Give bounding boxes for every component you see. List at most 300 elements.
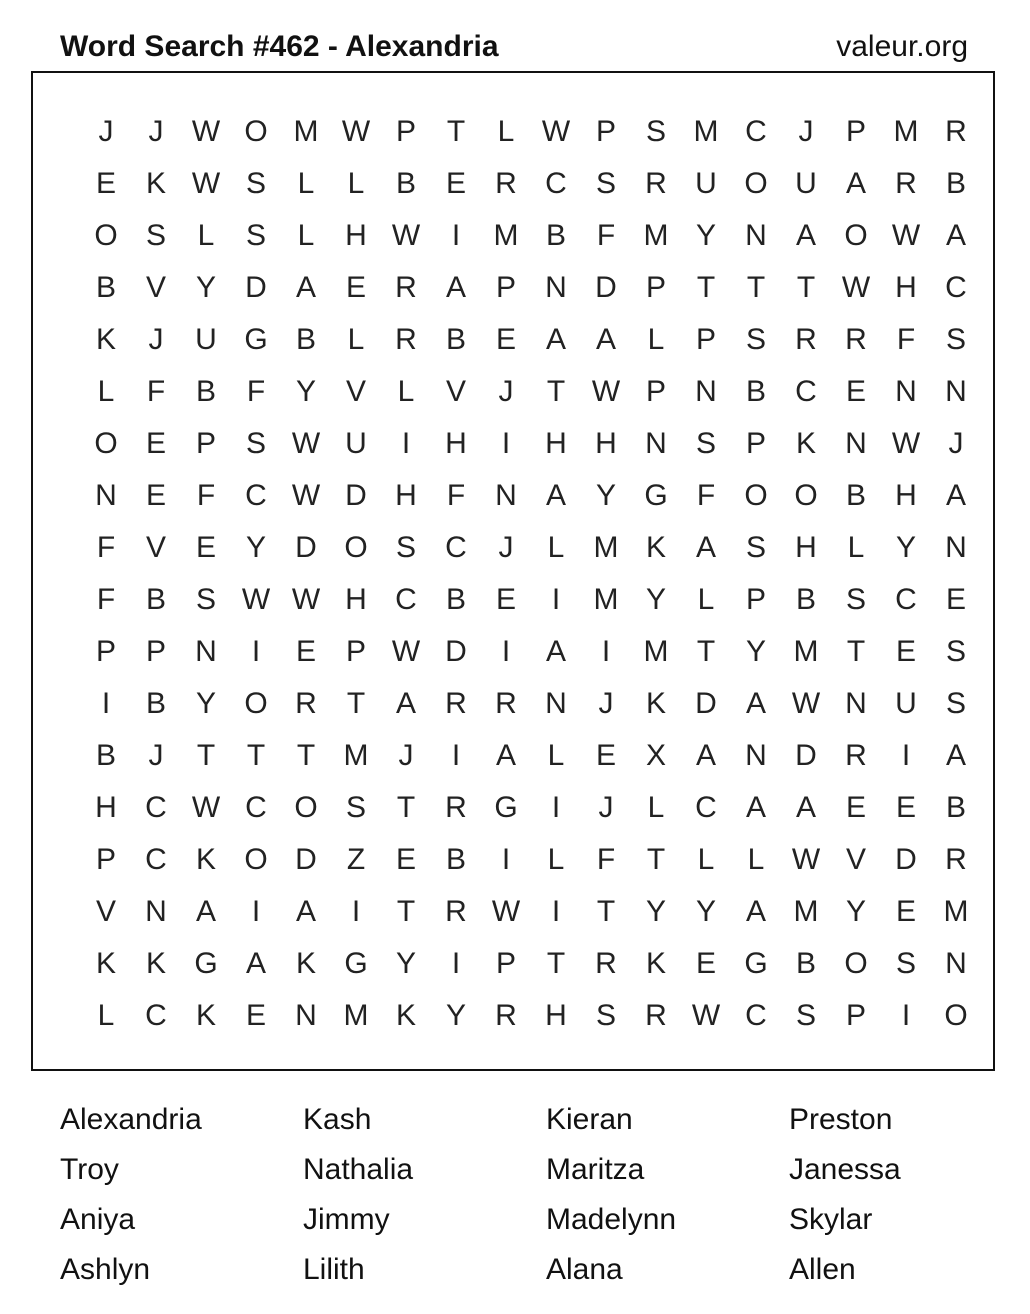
grid-cell[interactable]: O xyxy=(844,219,868,252)
grid-cell[interactable]: T xyxy=(746,271,766,304)
grid-cell[interactable]: E xyxy=(895,635,916,668)
grid-cell[interactable]: B xyxy=(295,323,316,356)
grid-cell[interactable]: R xyxy=(445,895,467,928)
grid-cell[interactable]: B xyxy=(95,739,116,772)
grid-cell[interactable]: R xyxy=(845,739,867,772)
grid-cell[interactable]: A xyxy=(745,895,766,928)
grid-cell[interactable]: M xyxy=(493,219,519,252)
grid-cell[interactable]: Y xyxy=(295,375,316,408)
grid-cell[interactable]: N xyxy=(645,427,667,460)
grid-cell[interactable]: N xyxy=(495,479,517,512)
grid-cell[interactable]: K xyxy=(195,999,216,1032)
grid-cell[interactable]: E xyxy=(195,531,216,564)
grid-cell[interactable]: N xyxy=(95,479,117,512)
grid-cell[interactable]: B xyxy=(745,375,766,408)
grid-cell[interactable]: H xyxy=(345,583,367,616)
grid-cell[interactable]: H xyxy=(895,271,917,304)
grid-cell[interactable]: Y xyxy=(745,635,766,668)
grid-cell[interactable]: A xyxy=(945,219,966,252)
grid-cell[interactable]: C xyxy=(145,791,167,824)
grid-cell[interactable]: T xyxy=(396,895,416,928)
grid-cell[interactable]: T xyxy=(846,635,866,668)
grid-cell[interactable]: K xyxy=(195,843,216,876)
grid-cell[interactable]: F xyxy=(146,375,166,408)
grid-cell[interactable]: I xyxy=(901,999,911,1032)
grid-cell[interactable]: D xyxy=(295,531,317,564)
grid-cell[interactable]: T xyxy=(546,375,566,408)
grid-cell[interactable]: P xyxy=(645,375,666,408)
grid-cell[interactable]: C xyxy=(745,999,767,1032)
grid-cell[interactable]: M xyxy=(793,895,819,928)
grid-cell[interactable]: O xyxy=(944,999,968,1032)
grid-cell[interactable]: H xyxy=(595,427,617,460)
grid-cell[interactable]: S xyxy=(145,219,166,252)
grid-cell[interactable]: E xyxy=(245,999,266,1032)
grid-cell[interactable]: L xyxy=(547,843,565,876)
grid-cell[interactable]: L xyxy=(497,115,515,148)
grid-cell[interactable]: F xyxy=(446,479,466,512)
grid-cell[interactable]: M xyxy=(943,895,969,928)
grid-cell[interactable]: D xyxy=(895,843,917,876)
grid-cell[interactable]: T xyxy=(296,739,316,772)
grid-cell[interactable]: A xyxy=(545,479,566,512)
grid-cell[interactable]: E xyxy=(895,791,916,824)
grid-cell[interactable]: E xyxy=(945,583,966,616)
grid-cell[interactable]: V xyxy=(145,531,166,564)
grid-cell[interactable]: W xyxy=(291,479,321,512)
grid-cell[interactable]: T xyxy=(546,947,566,980)
grid-cell[interactable]: J xyxy=(798,115,814,148)
grid-cell[interactable]: J xyxy=(148,115,164,148)
grid-cell[interactable]: N xyxy=(295,999,317,1032)
grid-cell[interactable]: F xyxy=(96,531,116,564)
grid-cell[interactable]: J xyxy=(598,791,614,824)
grid-cell[interactable]: I xyxy=(401,427,411,460)
grid-cell[interactable]: I xyxy=(451,739,461,772)
grid-cell[interactable]: N xyxy=(195,635,217,668)
grid-cell[interactable]: E xyxy=(495,583,516,616)
grid-cell[interactable]: T xyxy=(696,271,716,304)
grid-cell[interactable]: P xyxy=(145,635,166,668)
grid-cell[interactable]: O xyxy=(744,479,768,512)
grid-cell[interactable]: C xyxy=(745,115,767,148)
grid-cell[interactable]: D xyxy=(595,271,617,304)
grid-cell[interactable]: D xyxy=(695,687,717,720)
grid-cell[interactable]: C xyxy=(395,583,417,616)
grid-cell[interactable]: Y xyxy=(195,687,216,720)
grid-cell[interactable]: B xyxy=(795,583,816,616)
grid-cell[interactable]: J xyxy=(598,687,614,720)
grid-cell[interactable]: G xyxy=(744,947,768,980)
grid-cell[interactable]: A xyxy=(245,947,266,980)
grid-cell[interactable]: L xyxy=(297,167,315,200)
grid-cell[interactable]: T xyxy=(796,271,816,304)
grid-cell[interactable]: E xyxy=(395,843,416,876)
grid-cell[interactable]: F xyxy=(96,583,116,616)
grid-cell[interactable]: K xyxy=(645,687,666,720)
grid-cell[interactable]: F xyxy=(596,843,616,876)
grid-cell[interactable]: R xyxy=(495,167,517,200)
grid-cell[interactable]: K xyxy=(95,323,116,356)
grid-cell[interactable]: F xyxy=(196,479,216,512)
grid-cell[interactable]: T xyxy=(646,843,666,876)
grid-cell[interactable]: R xyxy=(795,323,817,356)
grid-cell[interactable]: R xyxy=(845,323,867,356)
grid-cell[interactable]: I xyxy=(551,583,561,616)
grid-cell[interactable]: Y xyxy=(645,895,666,928)
grid-cell[interactable]: Y xyxy=(695,219,716,252)
grid-cell[interactable]: S xyxy=(895,947,916,980)
grid-cell[interactable]: C xyxy=(245,791,267,824)
grid-cell[interactable]: P xyxy=(195,427,216,460)
grid-cell[interactable]: R xyxy=(445,791,467,824)
grid-cell[interactable]: R xyxy=(495,999,517,1032)
grid-cell[interactable]: C xyxy=(895,583,917,616)
grid-cell[interactable]: N xyxy=(945,375,967,408)
grid-cell[interactable]: T xyxy=(396,791,416,824)
grid-cell[interactable]: S xyxy=(195,583,216,616)
grid-cell[interactable]: Z xyxy=(346,843,366,876)
grid-cell[interactable]: T xyxy=(196,739,216,772)
grid-cell[interactable]: E xyxy=(95,167,116,200)
grid-cell[interactable]: M xyxy=(643,635,669,668)
grid-cell[interactable]: B xyxy=(545,219,566,252)
grid-cell[interactable]: C xyxy=(945,271,967,304)
grid-cell[interactable]: W xyxy=(891,219,921,252)
grid-cell[interactable]: W xyxy=(191,167,221,200)
grid-cell[interactable]: C xyxy=(795,375,817,408)
grid-cell[interactable]: K xyxy=(145,947,166,980)
grid-cell[interactable]: I xyxy=(601,635,611,668)
grid-cell[interactable]: X xyxy=(645,739,666,772)
grid-cell[interactable]: P xyxy=(345,635,366,668)
grid-cell[interactable]: L xyxy=(347,323,365,356)
grid-cell[interactable]: L xyxy=(547,531,565,564)
grid-cell[interactable]: U xyxy=(795,167,817,200)
grid-cell[interactable]: S xyxy=(745,323,766,356)
grid-cell[interactable]: I xyxy=(251,635,261,668)
grid-cell[interactable]: T xyxy=(446,115,466,148)
grid-cell[interactable]: A xyxy=(745,687,766,720)
grid-cell[interactable]: N xyxy=(545,687,567,720)
grid-cell[interactable]: E xyxy=(445,167,466,200)
grid-cell[interactable]: W xyxy=(241,583,271,616)
grid-cell[interactable]: M xyxy=(293,115,319,148)
grid-cell[interactable]: Y xyxy=(195,271,216,304)
grid-cell[interactable]: N xyxy=(895,375,917,408)
grid-cell[interactable]: K xyxy=(395,999,416,1032)
grid-cell[interactable]: N xyxy=(945,531,967,564)
grid-cell[interactable]: L xyxy=(197,219,215,252)
grid-cell[interactable]: N xyxy=(545,271,567,304)
grid-cell[interactable]: M xyxy=(343,999,369,1032)
grid-cell[interactable]: L xyxy=(647,323,665,356)
grid-cell[interactable]: H xyxy=(795,531,817,564)
grid-cell[interactable]: O xyxy=(244,115,268,148)
grid-cell[interactable]: H xyxy=(95,791,117,824)
grid-cell[interactable]: N xyxy=(745,219,767,252)
grid-cell[interactable]: A xyxy=(745,791,766,824)
grid-cell[interactable]: R xyxy=(645,167,667,200)
grid-cell[interactable]: A xyxy=(295,271,316,304)
grid-cell[interactable]: E xyxy=(295,635,316,668)
grid-cell[interactable]: S xyxy=(945,323,966,356)
grid-cell[interactable]: I xyxy=(101,687,111,720)
grid-cell[interactable]: P xyxy=(695,323,716,356)
grid-cell[interactable]: T xyxy=(346,687,366,720)
grid-cell[interactable]: W xyxy=(841,271,871,304)
grid-cell[interactable]: B xyxy=(95,271,116,304)
grid-cell[interactable]: B xyxy=(145,583,166,616)
grid-cell[interactable]: J xyxy=(148,739,164,772)
grid-cell[interactable]: O xyxy=(244,843,268,876)
grid-cell[interactable]: J xyxy=(98,115,114,148)
grid-cell[interactable]: W xyxy=(791,687,821,720)
grid-cell[interactable]: L xyxy=(97,375,115,408)
grid-cell[interactable]: R xyxy=(895,167,917,200)
grid-cell[interactable]: A xyxy=(595,323,616,356)
grid-cell[interactable]: P xyxy=(745,427,766,460)
grid-cell[interactable]: S xyxy=(695,427,716,460)
grid-cell[interactable]: B xyxy=(145,687,166,720)
grid-cell[interactable]: L xyxy=(697,843,715,876)
grid-cell[interactable]: P xyxy=(395,115,416,148)
grid-cell[interactable]: F xyxy=(696,479,716,512)
grid-cell[interactable]: S xyxy=(245,427,266,460)
grid-cell[interactable]: S xyxy=(795,999,816,1032)
grid-cell[interactable]: A xyxy=(495,739,516,772)
grid-cell[interactable]: O xyxy=(94,427,118,460)
grid-cell[interactable]: H xyxy=(395,479,417,512)
grid-cell[interactable]: L xyxy=(347,167,365,200)
grid-cell[interactable]: K xyxy=(645,947,666,980)
grid-cell[interactable]: Y xyxy=(895,531,916,564)
grid-cell[interactable]: K xyxy=(95,947,116,980)
grid-cell[interactable]: M xyxy=(593,583,619,616)
grid-cell[interactable]: A xyxy=(395,687,416,720)
grid-cell[interactable]: Y xyxy=(245,531,266,564)
grid-cell[interactable]: H xyxy=(545,427,567,460)
grid-cell[interactable]: I xyxy=(251,895,261,928)
grid-cell[interactable]: I xyxy=(551,791,561,824)
grid-cell[interactable]: N xyxy=(845,687,867,720)
grid-cell[interactable]: P xyxy=(745,583,766,616)
grid-cell[interactable]: A xyxy=(695,531,716,564)
grid-cell[interactable]: L xyxy=(297,219,315,252)
grid-cell[interactable]: R xyxy=(495,687,517,720)
grid-cell[interactable]: G xyxy=(494,791,518,824)
grid-cell[interactable]: Y xyxy=(645,583,666,616)
grid-cell[interactable]: E xyxy=(845,791,866,824)
grid-cell[interactable]: O xyxy=(94,219,118,252)
grid-cell[interactable]: D xyxy=(245,271,267,304)
grid-cell[interactable]: J xyxy=(148,323,164,356)
grid-cell[interactable]: I xyxy=(451,219,461,252)
grid-cell[interactable]: B xyxy=(945,791,966,824)
grid-cell[interactable]: A xyxy=(795,219,816,252)
grid-cell[interactable]: A xyxy=(795,791,816,824)
grid-cell[interactable]: S xyxy=(595,167,616,200)
grid-cell[interactable]: S xyxy=(945,687,966,720)
grid-cell[interactable]: O xyxy=(744,167,768,200)
grid-cell[interactable]: K xyxy=(645,531,666,564)
grid-cell[interactable]: B xyxy=(195,375,216,408)
grid-cell[interactable]: A xyxy=(445,271,466,304)
grid-cell[interactable]: D xyxy=(795,739,817,772)
grid-cell[interactable]: A xyxy=(695,739,716,772)
grid-cell[interactable]: C xyxy=(145,843,167,876)
grid-cell[interactable]: K xyxy=(145,167,166,200)
grid-cell[interactable]: M xyxy=(893,115,919,148)
grid-cell[interactable]: U xyxy=(695,167,717,200)
grid-cell[interactable]: W xyxy=(191,115,221,148)
grid-cell[interactable]: C xyxy=(445,531,467,564)
grid-cell[interactable]: V xyxy=(445,375,466,408)
grid-cell[interactable]: L xyxy=(847,531,865,564)
grid-cell[interactable]: V xyxy=(95,895,116,928)
grid-cell[interactable]: N xyxy=(945,947,967,980)
grid-cell[interactable]: C xyxy=(145,999,167,1032)
grid-cell[interactable]: E xyxy=(345,271,366,304)
grid-cell[interactable]: S xyxy=(345,791,366,824)
grid-cell[interactable]: I xyxy=(551,895,561,928)
grid-cell[interactable]: D xyxy=(295,843,317,876)
grid-cell[interactable]: P xyxy=(95,635,116,668)
grid-cell[interactable]: J xyxy=(398,739,414,772)
grid-cell[interactable]: W xyxy=(541,115,571,148)
grid-cell[interactable]: E xyxy=(695,947,716,980)
grid-cell[interactable]: F xyxy=(896,323,916,356)
grid-cell[interactable]: E xyxy=(895,895,916,928)
grid-cell[interactable]: U xyxy=(895,687,917,720)
grid-cell[interactable]: A xyxy=(195,895,216,928)
grid-cell[interactable]: P xyxy=(845,999,866,1032)
grid-cell[interactable]: Y xyxy=(595,479,616,512)
grid-cell[interactable]: R xyxy=(295,687,317,720)
grid-cell[interactable]: L xyxy=(97,999,115,1032)
grid-cell[interactable]: E xyxy=(145,427,166,460)
grid-cell[interactable]: S xyxy=(245,167,266,200)
grid-cell[interactable]: H xyxy=(345,219,367,252)
grid-cell[interactable]: V xyxy=(345,375,366,408)
grid-cell[interactable]: P xyxy=(95,843,116,876)
grid-cell[interactable]: R xyxy=(445,687,467,720)
grid-cell[interactable]: H xyxy=(545,999,567,1032)
grid-cell[interactable]: S xyxy=(645,115,666,148)
grid-cell[interactable]: W xyxy=(341,115,371,148)
grid-cell[interactable]: D xyxy=(345,479,367,512)
grid-cell[interactable]: P xyxy=(595,115,616,148)
grid-cell[interactable]: O xyxy=(844,947,868,980)
grid-cell[interactable]: H xyxy=(895,479,917,512)
grid-cell[interactable]: N xyxy=(845,427,867,460)
grid-cell[interactable]: B xyxy=(445,843,466,876)
grid-cell[interactable]: A xyxy=(545,635,566,668)
grid-cell[interactable]: G xyxy=(194,947,218,980)
grid-cell[interactable]: N xyxy=(145,895,167,928)
grid-cell[interactable]: J xyxy=(498,375,514,408)
grid-cell[interactable]: B xyxy=(845,479,866,512)
grid-cell[interactable]: I xyxy=(451,947,461,980)
grid-cell[interactable]: J xyxy=(498,531,514,564)
grid-cell[interactable]: S xyxy=(245,219,266,252)
grid-cell[interactable]: I xyxy=(351,895,361,928)
grid-cell[interactable]: N xyxy=(695,375,717,408)
grid-cell[interactable]: C xyxy=(695,791,717,824)
grid-cell[interactable]: W xyxy=(891,427,921,460)
grid-cell[interactable]: R xyxy=(945,115,967,148)
grid-cell[interactable]: T xyxy=(246,739,266,772)
grid-cell[interactable]: G xyxy=(644,479,668,512)
grid-cell[interactable]: I xyxy=(501,427,511,460)
grid-cell[interactable]: L xyxy=(747,843,765,876)
grid-cell[interactable]: I xyxy=(501,843,511,876)
grid-cell[interactable]: L xyxy=(697,583,715,616)
grid-cell[interactable]: T xyxy=(696,635,716,668)
grid-cell[interactable]: W xyxy=(791,843,821,876)
grid-cell[interactable]: M xyxy=(643,219,669,252)
grid-cell[interactable]: A xyxy=(545,323,566,356)
grid-cell[interactable]: J xyxy=(948,427,964,460)
grid-cell[interactable]: Y xyxy=(445,999,466,1032)
grid-cell[interactable]: L xyxy=(547,739,565,772)
grid-cell[interactable]: O xyxy=(344,531,368,564)
grid-cell[interactable]: P xyxy=(845,115,866,148)
grid-cell[interactable]: U xyxy=(345,427,367,460)
grid-cell[interactable]: U xyxy=(195,323,217,356)
grid-cell[interactable]: W xyxy=(191,791,221,824)
grid-cell[interactable]: P xyxy=(645,271,666,304)
grid-cell[interactable]: R xyxy=(945,843,967,876)
grid-cell[interactable]: M xyxy=(343,739,369,772)
grid-cell[interactable]: V xyxy=(145,271,166,304)
grid-cell[interactable]: K xyxy=(295,947,316,980)
grid-cell[interactable]: W xyxy=(491,895,521,928)
grid-cell[interactable]: E xyxy=(495,323,516,356)
grid-cell[interactable]: G xyxy=(244,323,268,356)
grid-cell[interactable]: C xyxy=(245,479,267,512)
grid-cell[interactable]: B xyxy=(445,583,466,616)
grid-cell[interactable]: R xyxy=(395,323,417,356)
grid-cell[interactable]: O xyxy=(244,687,268,720)
grid-cell[interactable]: R xyxy=(595,947,617,980)
grid-cell[interactable]: B xyxy=(945,167,966,200)
grid-cell[interactable]: G xyxy=(344,947,368,980)
grid-cell[interactable]: W xyxy=(591,375,621,408)
grid-cell[interactable]: F xyxy=(596,219,616,252)
grid-cell[interactable]: W xyxy=(291,583,321,616)
grid-cell[interactable]: W xyxy=(691,999,721,1032)
grid-cell[interactable]: A xyxy=(845,167,866,200)
grid-cell[interactable]: S xyxy=(595,999,616,1032)
grid-cell[interactable]: A xyxy=(295,895,316,928)
grid-cell[interactable]: O xyxy=(294,791,318,824)
grid-cell[interactable]: B xyxy=(795,947,816,980)
grid-cell[interactable]: S xyxy=(745,531,766,564)
grid-cell[interactable]: F xyxy=(246,375,266,408)
grid-cell[interactable]: W xyxy=(391,635,421,668)
grid-cell[interactable]: S xyxy=(945,635,966,668)
grid-cell[interactable]: O xyxy=(794,479,818,512)
grid-cell[interactable]: E xyxy=(145,479,166,512)
grid-cell[interactable]: S xyxy=(845,583,866,616)
grid-cell[interactable]: M xyxy=(793,635,819,668)
grid-cell[interactable]: E xyxy=(595,739,616,772)
grid-cell[interactable]: L xyxy=(397,375,415,408)
grid-cell[interactable]: W xyxy=(291,427,321,460)
grid-cell[interactable]: A xyxy=(945,479,966,512)
grid-cell[interactable]: Y xyxy=(695,895,716,928)
